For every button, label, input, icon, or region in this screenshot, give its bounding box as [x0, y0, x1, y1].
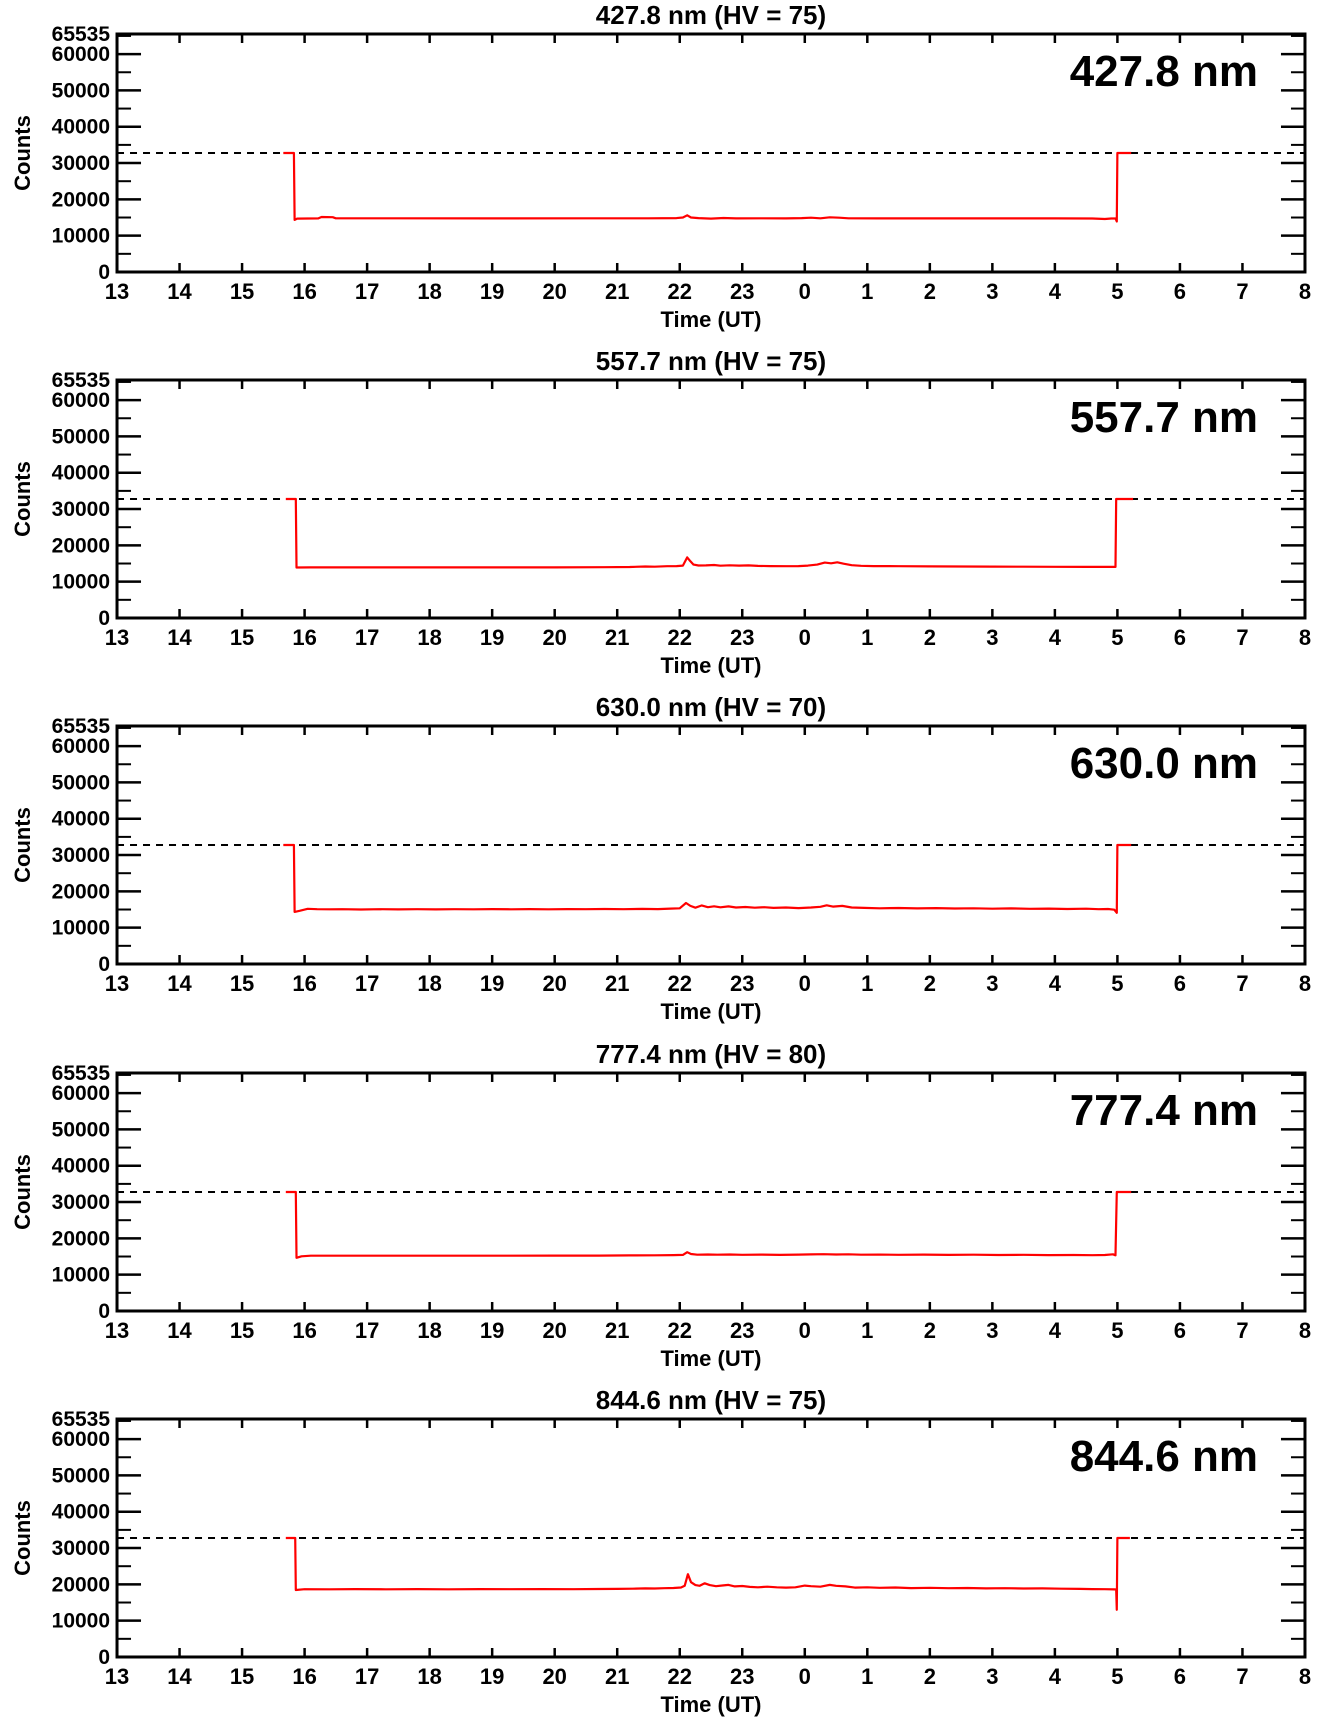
y-axis-tick-label: 30000 [51, 1536, 111, 1560]
x-axis-tick-label: 23 [730, 625, 755, 651]
x-axis-tick-label: 17 [354, 278, 380, 304]
x-axis-tick-label: 16 [292, 971, 317, 997]
x-axis-tick-label: 13 [104, 1317, 130, 1343]
x-axis-tick-label: 8 [1298, 1663, 1312, 1689]
x-axis-tick-label: 4 [1048, 1317, 1061, 1343]
x-axis-tick-label: 13 [104, 971, 130, 997]
x-axis-tick-label: 23 [730, 278, 755, 304]
x-axis-tick-label: 7 [1236, 1317, 1249, 1343]
y-axis-title: Counts [10, 807, 36, 884]
y-axis-tick-label: 10000 [51, 224, 111, 248]
x-axis-tick-label: 13 [104, 625, 130, 651]
data-line [283, 153, 1131, 221]
x-axis-tick-label: 1 [861, 971, 874, 997]
x-axis-tick-label: 2 [923, 625, 936, 651]
y-axis-tick-label: 50000 [51, 771, 111, 795]
y-axis-tick-label: 0 [98, 953, 111, 977]
x-axis-tick-label: 17 [354, 1317, 380, 1343]
y-axis-max-label: 65535 [51, 1407, 111, 1431]
x-axis-tick-label: 1 [861, 278, 874, 304]
x-axis-tick-label: 8 [1298, 625, 1312, 651]
x-axis-tick-label: 17 [354, 971, 380, 997]
y-axis-tick-label: 10000 [51, 1263, 111, 1287]
x-axis-tick-label: 16 [292, 625, 317, 651]
x-axis-tick-label: 7 [1236, 278, 1249, 304]
y-axis-tick-label: 30000 [51, 1190, 111, 1214]
y-axis-tick-label: 0 [98, 1299, 111, 1323]
y-axis-title: Counts [10, 1499, 36, 1576]
x-axis-tick-label: 0 [798, 1663, 811, 1689]
x-axis-tick-label: 1 [861, 625, 874, 651]
x-axis-tick-label: 4 [1048, 278, 1061, 304]
y-axis-tick-label: 50000 [51, 79, 111, 103]
y-axis-tick-label: 20000 [51, 188, 111, 212]
y-axis-max-label: 65535 [51, 369, 111, 393]
y-axis-tick-label: 40000 [51, 1500, 111, 1524]
x-axis-tick-label: 22 [667, 971, 692, 997]
y-axis-tick-label: 20000 [51, 1573, 111, 1597]
y-axis-tick-label: 20000 [51, 880, 111, 904]
x-axis-tick-label: 3 [986, 625, 999, 651]
x-axis-tick-label: 3 [986, 1663, 999, 1689]
x-axis-tick-label: 0 [798, 1317, 811, 1343]
x-axis-tick-label: 15 [229, 625, 255, 651]
panel-844-6nm [0, 1385, 1336, 1731]
x-axis-tick-label: 18 [417, 625, 442, 651]
y-axis-tick-label: 10000 [51, 570, 111, 594]
y-axis-tick-label: 30000 [51, 498, 111, 522]
x-axis-tick-label: 20 [542, 1317, 567, 1343]
wavelength-corner-label: 427.8 nm [1069, 46, 1258, 96]
x-axis-tick-label: 8 [1298, 278, 1312, 304]
y-axis-tick-label: 20000 [51, 534, 111, 558]
x-axis-tick-label: 14 [167, 625, 192, 651]
x-axis-tick-label: 16 [292, 1317, 317, 1343]
x-axis-tick-label: 14 [167, 278, 192, 304]
panel-777-4nm [0, 1039, 1336, 1385]
y-axis-max-label: 65535 [51, 22, 111, 46]
wavelength-corner-label: 777.4 nm [1069, 1085, 1258, 1135]
x-axis-title: Time (UT) [660, 306, 762, 332]
x-axis-tick-label: 6 [1173, 278, 1187, 304]
x-axis-tick-label: 6 [1173, 1663, 1187, 1689]
x-axis-tick-label: 3 [986, 278, 999, 304]
data-line [286, 499, 1133, 567]
panel-title: 777.4 nm (HV = 80) [595, 1038, 827, 1069]
wavelength-corner-label: 844.6 nm [1069, 1431, 1258, 1481]
y-axis-tick-label: 0 [98, 260, 111, 284]
y-axis-tick-label: 60000 [51, 43, 111, 67]
x-axis-title: Time (UT) [660, 1345, 762, 1371]
chart-svg [0, 346, 1336, 692]
x-axis-tick-label: 15 [229, 1663, 255, 1689]
x-axis-tick-label: 19 [479, 1317, 505, 1343]
y-axis-title: Counts [10, 1153, 36, 1230]
x-axis-tick-label: 22 [667, 1317, 692, 1343]
x-axis-tick-label: 5 [1111, 971, 1124, 997]
chart-svg [0, 1385, 1336, 1731]
panel-title: 630.0 nm (HV = 70) [595, 692, 827, 723]
x-axis-tick-label: 7 [1236, 1663, 1249, 1689]
panel-557-7nm [0, 346, 1336, 692]
y-axis-tick-label: 60000 [51, 1427, 111, 1451]
x-axis-tick-label: 2 [923, 1663, 936, 1689]
x-axis-tick-label: 20 [542, 625, 567, 651]
x-axis-tick-label: 15 [229, 971, 255, 997]
panel-630-0nm [0, 692, 1336, 1038]
x-axis-tick-label: 3 [986, 971, 999, 997]
y-axis-tick-label: 60000 [51, 1081, 111, 1105]
x-axis-tick-label: 21 [604, 278, 630, 304]
x-axis-tick-label: 16 [292, 278, 317, 304]
y-axis-tick-label: 20000 [51, 1226, 111, 1250]
x-axis-tick-label: 18 [417, 971, 442, 997]
x-axis-tick-label: 18 [417, 1663, 442, 1689]
x-axis-tick-label: 17 [354, 1663, 380, 1689]
x-axis-tick-label: 0 [798, 625, 811, 651]
x-axis-tick-label: 21 [604, 625, 630, 651]
y-axis-tick-label: 60000 [51, 735, 111, 759]
x-axis-title: Time (UT) [660, 1691, 762, 1717]
data-line [286, 1192, 1131, 1258]
x-axis-tick-label: 19 [479, 1663, 505, 1689]
x-axis-tick-label: 6 [1173, 1317, 1187, 1343]
x-axis-tick-label: 5 [1111, 1317, 1124, 1343]
x-axis-tick-label: 23 [730, 971, 755, 997]
x-axis-title: Time (UT) [660, 653, 762, 679]
panel-title: 427.8 nm (HV = 75) [595, 0, 827, 30]
y-axis-tick-label: 60000 [51, 389, 111, 413]
y-axis-tick-label: 50000 [51, 1464, 111, 1488]
x-axis-tick-label: 4 [1048, 971, 1061, 997]
wavelength-corner-label: 630.0 nm [1069, 739, 1258, 789]
x-axis-tick-label: 5 [1111, 625, 1124, 651]
x-axis-tick-label: 8 [1298, 1317, 1312, 1343]
x-axis-tick-label: 22 [667, 625, 692, 651]
x-axis-tick-label: 19 [479, 278, 505, 304]
x-axis-tick-label: 0 [798, 971, 811, 997]
x-axis-tick-label: 8 [1298, 971, 1312, 997]
y-axis-tick-label: 0 [98, 1645, 111, 1669]
x-axis-tick-label: 0 [798, 278, 811, 304]
data-line [286, 1538, 1130, 1610]
x-axis-tick-label: 14 [167, 971, 192, 997]
y-axis-tick-label: 30000 [51, 152, 111, 176]
x-axis-tick-label: 14 [167, 1317, 192, 1343]
x-axis-tick-label: 21 [604, 971, 630, 997]
y-axis-max-label: 65535 [51, 1061, 111, 1085]
chart-svg [0, 1039, 1336, 1385]
x-axis-tick-label: 23 [730, 1663, 755, 1689]
x-axis-tick-label: 17 [354, 625, 380, 651]
y-axis-tick-label: 50000 [51, 425, 111, 449]
x-axis-tick-label: 6 [1173, 625, 1187, 651]
x-axis-tick-label: 1 [861, 1317, 874, 1343]
x-axis-tick-label: 6 [1173, 971, 1187, 997]
x-axis-title: Time (UT) [660, 999, 762, 1025]
panel-title: 844.6 nm (HV = 75) [595, 1384, 827, 1415]
y-axis-tick-label: 0 [98, 607, 111, 631]
data-line [283, 845, 1131, 913]
x-axis-tick-label: 1 [861, 1663, 874, 1689]
x-axis-tick-label: 15 [229, 278, 255, 304]
x-axis-tick-label: 16 [292, 1663, 317, 1689]
x-axis-tick-label: 2 [923, 278, 936, 304]
x-axis-tick-label: 7 [1236, 625, 1249, 651]
y-axis-tick-label: 40000 [51, 115, 111, 139]
x-axis-tick-label: 14 [167, 1663, 192, 1689]
x-axis-tick-label: 2 [923, 971, 936, 997]
x-axis-tick-label: 18 [417, 278, 442, 304]
x-axis-tick-label: 13 [104, 1663, 130, 1689]
x-axis-tick-label: 7 [1236, 971, 1249, 997]
x-axis-tick-label: 20 [542, 278, 567, 304]
chart-svg [0, 0, 1336, 346]
y-axis-max-label: 65535 [51, 715, 111, 739]
y-axis-tick-label: 40000 [51, 808, 111, 832]
x-axis-tick-label: 20 [542, 971, 567, 997]
x-axis-tick-label: 3 [986, 1317, 999, 1343]
x-axis-tick-label: 15 [229, 1317, 255, 1343]
x-axis-tick-label: 22 [667, 1663, 692, 1689]
x-axis-tick-label: 22 [667, 278, 692, 304]
x-axis-tick-label: 5 [1111, 278, 1124, 304]
panel-427-8nm [0, 0, 1336, 346]
y-axis-title: Counts [10, 115, 36, 191]
y-axis-title: Counts [10, 461, 36, 538]
y-axis-tick-label: 10000 [51, 1609, 111, 1633]
y-axis-tick-label: 30000 [51, 844, 111, 868]
panel-title: 557.7 nm (HV = 75) [595, 346, 827, 377]
wavelength-corner-label: 557.7 nm [1069, 393, 1258, 443]
x-axis-tick-label: 4 [1048, 1663, 1061, 1689]
x-axis-tick-label: 18 [417, 1317, 442, 1343]
y-axis-tick-label: 50000 [51, 1117, 111, 1141]
x-axis-tick-label: 2 [923, 1317, 936, 1343]
x-axis-tick-label: 4 [1048, 625, 1061, 651]
y-axis-tick-label: 40000 [51, 1154, 111, 1178]
y-axis-tick-label: 10000 [51, 917, 111, 941]
y-axis-tick-label: 40000 [51, 461, 111, 485]
x-axis-tick-label: 19 [479, 625, 505, 651]
x-axis-tick-label: 20 [542, 1663, 567, 1689]
x-axis-tick-label: 23 [730, 1317, 755, 1343]
x-axis-tick-label: 5 [1111, 1663, 1124, 1689]
x-axis-tick-label: 13 [104, 278, 130, 304]
chart-svg [0, 692, 1336, 1038]
x-axis-tick-label: 21 [604, 1663, 630, 1689]
x-axis-tick-label: 21 [604, 1317, 630, 1343]
x-axis-tick-label: 19 [479, 971, 505, 997]
